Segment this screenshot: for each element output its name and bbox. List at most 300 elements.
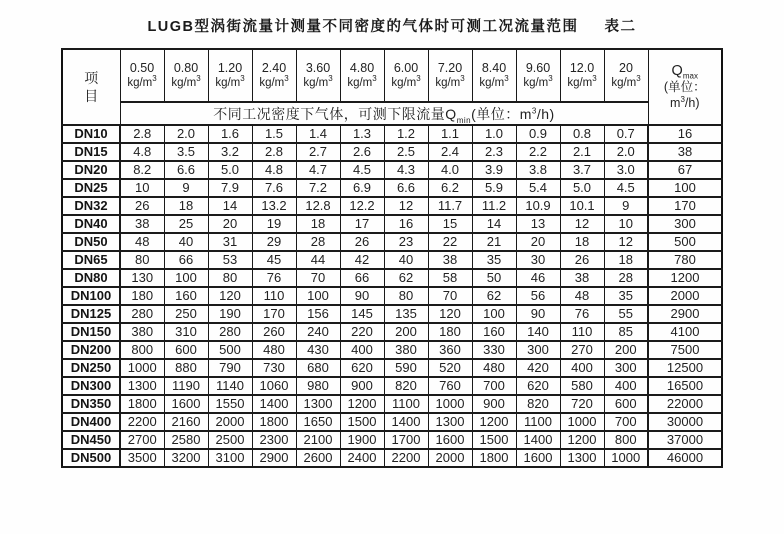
qmin-value-cell: 620	[516, 377, 560, 395]
qmin-value-cell: 1800	[120, 395, 164, 413]
qmin-value-cell: 7.9	[208, 179, 252, 197]
qmin-value-cell: 260	[252, 323, 296, 341]
table-row	[62, 449, 722, 467]
qmin-value-cell: 680	[296, 359, 340, 377]
qmin-value-cell: 1190	[164, 377, 208, 395]
qmin-value-cell: 2600	[296, 449, 340, 467]
qmin-value-cell: 520	[428, 359, 472, 377]
qmin-value-cell: 1.3	[340, 125, 384, 143]
density-value: 0.80	[173, 60, 199, 75]
qmin-value-cell: 38	[560, 269, 604, 287]
qmax-value-cell: 16	[648, 125, 722, 143]
qmin-value-cell: 25	[164, 215, 208, 233]
qmin-value-cell: 3100	[208, 449, 252, 467]
qmin-value-cell: 35	[472, 251, 516, 269]
qmin-value-cell: 100	[472, 305, 516, 323]
qmin-value-cell: 12.2	[340, 197, 384, 215]
density-header-cell	[340, 49, 384, 102]
density-unit: $kg/m^3$	[611, 73, 641, 89]
qmin-value-cell: 330	[472, 341, 516, 359]
qmin-value-cell: 190	[208, 305, 252, 323]
qmin-value-cell: 1.5	[252, 125, 296, 143]
qmin-value-cell: 38	[120, 215, 164, 233]
qmin-value-cell: 13.2	[252, 197, 296, 215]
qmin-value-cell: 2.0	[164, 125, 208, 143]
row-label: DN65	[62, 251, 120, 269]
qmin-value-cell: 2200	[384, 449, 428, 467]
qmin-value-cell: 140	[516, 323, 560, 341]
qmin-value-cell: 2.2	[516, 143, 560, 161]
qmin-value-cell: 2.6	[340, 143, 384, 161]
qmin-value-cell: 800	[120, 341, 164, 359]
qmin-value-cell: 22	[428, 233, 472, 251]
density-unit: $kg/m^3$	[435, 73, 465, 89]
qmin-value-cell: 980	[296, 377, 340, 395]
density-header-cell	[208, 49, 252, 102]
qmax-header-cell	[648, 49, 722, 125]
qmin-value-cell: 130	[120, 269, 164, 287]
row-label: DN350	[62, 395, 120, 413]
qmin-value-cell: 62	[384, 269, 428, 287]
row-label: DN300	[62, 377, 120, 395]
qmin-value-cell: 480	[472, 359, 516, 377]
qmin-value-cell: 1300	[428, 413, 472, 431]
table-row	[62, 269, 722, 287]
row-label: DN40	[62, 215, 120, 233]
density-value: 12.0	[569, 60, 595, 75]
table-row	[62, 377, 722, 395]
qmin-value-cell: 4.0	[428, 161, 472, 179]
qmin-value-cell: 3.0	[604, 161, 648, 179]
qmin-value-cell: 12	[604, 233, 648, 251]
qmin-value-cell: 40	[164, 233, 208, 251]
qmin-value-cell: 4.8	[120, 143, 164, 161]
qmin-value-cell: 28	[604, 269, 648, 287]
qmin-value-cell: 70	[296, 269, 340, 287]
qmin-value-cell: 270	[560, 341, 604, 359]
qmin-value-cell: 44	[296, 251, 340, 269]
qmin-value-cell: 1900	[340, 431, 384, 449]
qmin-value-cell: 80	[208, 269, 252, 287]
qmin-value-cell: 45	[252, 251, 296, 269]
qmin-value-cell: 2.3	[472, 143, 516, 161]
table-row	[62, 233, 722, 251]
qmin-value-cell: 2000	[428, 449, 472, 467]
qmin-value-cell: 2700	[120, 431, 164, 449]
qmin-value-cell: 19	[252, 215, 296, 233]
qmax-value-cell: 67	[648, 161, 722, 179]
qmax-value-cell: 22000	[648, 395, 722, 413]
qmin-value-cell: 310	[164, 323, 208, 341]
density-unit: $kg/m^3$	[567, 73, 597, 89]
table-header	[62, 49, 722, 125]
qmin-value-cell: 46	[516, 269, 560, 287]
qmin-value-cell: 590	[384, 359, 428, 377]
qmin-value-cell: 2300	[252, 431, 296, 449]
qmin-value-cell: 6.6	[164, 161, 208, 179]
qmin-value-cell: 76	[252, 269, 296, 287]
qmin-value-cell: 2580	[164, 431, 208, 449]
qmin-value-cell: 730	[252, 359, 296, 377]
qmin-value-cell: 40	[384, 251, 428, 269]
qmin-value-cell: 620	[340, 359, 384, 377]
qmin-value-cell: 20	[516, 233, 560, 251]
qmin-value-cell: 1.1	[428, 125, 472, 143]
qmax-value-cell: 12500	[648, 359, 722, 377]
qmin-value-cell: 790	[208, 359, 252, 377]
density-unit: $kg/m^3$	[347, 73, 377, 89]
qmin-value-cell: 380	[120, 323, 164, 341]
table-row	[62, 305, 722, 323]
density-header-cell	[472, 49, 516, 102]
qmin-value-cell: 400	[560, 359, 604, 377]
qmin-value-cell: 2.7	[296, 143, 340, 161]
density-unit: $kg/m^3$	[479, 73, 509, 89]
density-value: 8.40	[481, 60, 507, 75]
qmin-value-cell: 26	[340, 233, 384, 251]
qmin-value-cell: 170	[252, 305, 296, 323]
qmin-value-cell: 1.4	[296, 125, 340, 143]
row-label: DN500	[62, 449, 120, 467]
qmin-value-cell: 3200	[164, 449, 208, 467]
qmin-value-cell: 6.2	[428, 179, 472, 197]
qmin-value-cell: 200	[384, 323, 428, 341]
qmin-value-cell: 11.7	[428, 197, 472, 215]
qmin-value-cell: 180	[428, 323, 472, 341]
qmin-value-cell: 55	[604, 305, 648, 323]
qmin-value-cell: 56	[516, 287, 560, 305]
qmin-value-cell: 80	[120, 251, 164, 269]
qmin-value-cell: 35	[604, 287, 648, 305]
qmin-value-cell: 16	[384, 215, 428, 233]
qmin-value-cell: 280	[120, 305, 164, 323]
qmin-value-cell: 5.9	[472, 179, 516, 197]
qmin-value-cell: 400	[604, 377, 648, 395]
qmin-value-cell: 100	[164, 269, 208, 287]
density-unit: $kg/m^3$	[259, 73, 289, 89]
qmin-value-cell: 110	[560, 323, 604, 341]
qmin-value-cell: 20	[208, 215, 252, 233]
qmin-value-cell: 200	[604, 341, 648, 359]
qmin-value-cell: 4.7	[296, 161, 340, 179]
table-row	[62, 251, 722, 269]
density-value: 6.00	[393, 60, 419, 75]
density-value: 2.40	[261, 60, 287, 75]
qmin-value-cell: 12	[560, 215, 604, 233]
qmin-value-cell: 18	[164, 197, 208, 215]
table-row	[62, 197, 722, 215]
table-row	[62, 125, 722, 143]
qmin-value-cell: 8.2	[120, 161, 164, 179]
qmin-value-cell: 120	[208, 287, 252, 305]
density-header-cell	[164, 49, 208, 102]
row-label: DN50	[62, 233, 120, 251]
row-label: DN100	[62, 287, 120, 305]
qmin-value-cell: 380	[384, 341, 428, 359]
qmin-value-cell: 2.4	[428, 143, 472, 161]
qmin-value-cell: 760	[428, 377, 472, 395]
flow-range-table	[61, 48, 723, 468]
qmin-value-cell: 10	[120, 179, 164, 197]
qmin-value-cell: 160	[164, 287, 208, 305]
qmin-value-cell: 0.9	[516, 125, 560, 143]
qmin-value-cell: 1000	[428, 395, 472, 413]
qmin-value-cell: 100	[296, 287, 340, 305]
table-row	[62, 323, 722, 341]
qmin-value-cell: 1650	[296, 413, 340, 431]
qmin-value-cell: 1140	[208, 377, 252, 395]
qmin-value-cell: 1100	[384, 395, 428, 413]
density-header-cell	[560, 49, 604, 102]
density-value: 9.60	[525, 60, 551, 75]
qmin-value-cell: 480	[252, 341, 296, 359]
item-header-line1: 项	[84, 70, 99, 86]
qmin-value-cell: 23	[384, 233, 428, 251]
density-header-cell	[384, 49, 428, 102]
header-row-subheader	[62, 102, 722, 125]
qmin-value-cell: 10	[604, 215, 648, 233]
qmin-value-cell: 3.7	[560, 161, 604, 179]
qmin-value-cell: 11.2	[472, 197, 516, 215]
qmin-value-cell: 1060	[252, 377, 296, 395]
qmin-value-cell: 700	[472, 377, 516, 395]
qmax-value-cell: 2000	[648, 287, 722, 305]
table-row	[62, 431, 722, 449]
qmax-header-unit-line1: (单位：	[663, 80, 706, 94]
qmin-value-cell: 2.8	[120, 125, 164, 143]
qmin-value-cell: 3500	[120, 449, 164, 467]
table-row	[62, 161, 722, 179]
qmin-value-cell: 3.8	[516, 161, 560, 179]
qmin-value-cell: 900	[472, 395, 516, 413]
qmin-value-cell: 250	[164, 305, 208, 323]
header-row-densities	[62, 49, 722, 102]
qmin-value-cell: 66	[340, 269, 384, 287]
qmin-value-cell: 1400	[252, 395, 296, 413]
qmin-value-cell: 29	[252, 233, 296, 251]
qmax-value-cell: 7500	[648, 341, 722, 359]
qmin-value-cell: 12.8	[296, 197, 340, 215]
qmin-value-cell: 14	[472, 215, 516, 233]
qmax-value-cell: 300	[648, 215, 722, 233]
qmin-value-cell: 1600	[164, 395, 208, 413]
table-row	[62, 413, 722, 431]
qmin-value-cell: 2.5	[384, 143, 428, 161]
qmin-value-cell: 31	[208, 233, 252, 251]
qmin-value-cell: 3.5	[164, 143, 208, 161]
qmin-value-cell: 180	[120, 287, 164, 305]
qmin-value-cell: 900	[340, 377, 384, 395]
qmin-value-cell: 1400	[516, 431, 560, 449]
qmax-value-cell: 30000	[648, 413, 722, 431]
density-unit: $kg/m^3$	[127, 73, 157, 89]
qmin-value-cell: 2000	[208, 413, 252, 431]
qmin-value-cell: 14	[208, 197, 252, 215]
density-value: 7.20	[437, 60, 463, 75]
qmin-value-cell: 1.2	[384, 125, 428, 143]
qmin-value-cell: 400	[340, 341, 384, 359]
qmax-value-cell: 780	[648, 251, 722, 269]
qmin-value-cell: 110	[252, 287, 296, 305]
qmin-value-cell: 120	[428, 305, 472, 323]
row-label: DN150	[62, 323, 120, 341]
qmin-value-cell: 1000	[120, 359, 164, 377]
qmin-value-cell: 2100	[296, 431, 340, 449]
qmin-value-cell: 6.9	[340, 179, 384, 197]
qmin-value-cell: 1200	[560, 431, 604, 449]
qmax-value-cell: 100	[648, 179, 722, 197]
qmin-value-cell: 3.9	[472, 161, 516, 179]
qmin-value-cell: 9	[164, 179, 208, 197]
qmin-value-cell: 5.0	[208, 161, 252, 179]
table-row	[62, 215, 722, 233]
page-title-main: LUGB型涡街流量计测量不同密度的气体时可测工况流量范围	[147, 19, 579, 35]
qmin-value-cell: 500	[208, 341, 252, 359]
density-header-cell	[516, 49, 560, 102]
qmin-value-cell: 600	[604, 395, 648, 413]
qmin-value-cell: 1300	[296, 395, 340, 413]
item-header-line2: 目	[84, 88, 99, 104]
qmax-value-cell: 2900	[648, 305, 722, 323]
qmin-value-cell: 28	[296, 233, 340, 251]
qmin-value-cell: 2400	[340, 449, 384, 467]
qmax-header-unit-line2: $m^3/h$)	[670, 94, 700, 110]
qmin-value-cell: 90	[516, 305, 560, 323]
density-header-cell	[428, 49, 472, 102]
qmin-value-cell: 2160	[164, 413, 208, 431]
page-title-table-number: 表二	[604, 19, 637, 35]
qmin-value-cell: 580	[560, 377, 604, 395]
qmin-value-cell: 18	[560, 233, 604, 251]
qmax-value-cell: 38	[648, 143, 722, 161]
qmax-value-cell: 16500	[648, 377, 722, 395]
qmin-value-cell: 38	[428, 251, 472, 269]
item-header-cell	[62, 49, 120, 125]
table-row	[62, 143, 722, 161]
qmin-value-cell: 1600	[516, 449, 560, 467]
qmin-value-cell: 430	[296, 341, 340, 359]
qmin-value-cell: 220	[340, 323, 384, 341]
density-value: 1.20	[217, 60, 243, 75]
qmax-value-cell: 170	[648, 197, 722, 215]
qmin-value-cell: 135	[384, 305, 428, 323]
qmin-value-cell: 240	[296, 323, 340, 341]
qmin-value-cell: 48	[560, 287, 604, 305]
row-label: DN25	[62, 179, 120, 197]
qmin-value-cell: 4.8	[252, 161, 296, 179]
qmin-value-cell: 30	[516, 251, 560, 269]
qmin-value-cell: 1.0	[472, 125, 516, 143]
density-value: 4.80	[349, 60, 375, 75]
qmin-value-cell: 53	[208, 251, 252, 269]
table-body	[62, 125, 722, 467]
qmin-value-cell: 13	[516, 215, 560, 233]
qmin-value-cell: 4.3	[384, 161, 428, 179]
qmax-value-cell: 46000	[648, 449, 722, 467]
qmin-value-cell: 62	[472, 287, 516, 305]
table-row	[62, 341, 722, 359]
table-row	[62, 287, 722, 305]
qmax-value-cell: 37000	[648, 431, 722, 449]
qmin-value-cell: 0.7	[604, 125, 648, 143]
qmin-value-cell: 66	[164, 251, 208, 269]
qmin-value-cell: 160	[472, 323, 516, 341]
qmin-value-cell: 820	[384, 377, 428, 395]
qmin-value-cell: 2.8	[252, 143, 296, 161]
qmin-value-cell: 50	[472, 269, 516, 287]
qmin-value-cell: 800	[604, 431, 648, 449]
qmin-value-cell: 1300	[120, 377, 164, 395]
qmin-value-cell: 2500	[208, 431, 252, 449]
qmin-value-cell: 10.9	[516, 197, 560, 215]
qmin-value-cell: 1800	[252, 413, 296, 431]
qmin-value-cell: 145	[340, 305, 384, 323]
qmin-value-cell: 2200	[120, 413, 164, 431]
qmin-value-cell: 1000	[604, 449, 648, 467]
row-label: DN15	[62, 143, 120, 161]
qmin-value-cell: 420	[516, 359, 560, 377]
qmin-value-cell: 1600	[428, 431, 472, 449]
table-row	[62, 179, 722, 197]
row-label: DN32	[62, 197, 120, 215]
density-unit: $kg/m^3$	[523, 73, 553, 89]
qmin-value-cell: 1800	[472, 449, 516, 467]
density-value: 0.50	[129, 60, 155, 75]
row-label: DN400	[62, 413, 120, 431]
qmin-value-cell: 6.6	[384, 179, 428, 197]
qmin-value-cell: 1400	[384, 413, 428, 431]
qmax-value-cell: 500	[648, 233, 722, 251]
qmin-value-cell: 21	[472, 233, 516, 251]
qmin-value-cell: 5.0	[560, 179, 604, 197]
qmin-value-cell: 1100	[516, 413, 560, 431]
qmin-value-cell: 360	[428, 341, 472, 359]
qmin-value-cell: 10.1	[560, 197, 604, 215]
row-label: DN125	[62, 305, 120, 323]
qmin-value-cell: 1200	[340, 395, 384, 413]
qmin-value-cell: 3.2	[208, 143, 252, 161]
qmin-value-cell: 600	[164, 341, 208, 359]
qmin-value-cell: 2900	[252, 449, 296, 467]
row-label: DN250	[62, 359, 120, 377]
density-unit: $kg/m^3$	[303, 73, 333, 89]
qmin-value-cell: 2.0	[604, 143, 648, 161]
qmin-value-cell: 58	[428, 269, 472, 287]
density-header-cell	[252, 49, 296, 102]
qmin-value-cell: 26	[560, 251, 604, 269]
qmin-value-cell: 1200	[472, 413, 516, 431]
qmin-value-cell: 1700	[384, 431, 428, 449]
density-unit: $kg/m^3$	[391, 73, 421, 89]
qmin-value-cell: 48	[120, 233, 164, 251]
qmin-value-cell: 1.6	[208, 125, 252, 143]
qmin-subheader-text: 不同工况密度下气体，可测下限流量Q	[213, 105, 457, 122]
density-header-cell	[120, 49, 164, 102]
qmin-value-cell: 7.6	[252, 179, 296, 197]
qmin-value-cell: 820	[516, 395, 560, 413]
row-label: DN200	[62, 341, 120, 359]
qmin-value-cell: 1550	[208, 395, 252, 413]
qmin-value-cell: 880	[164, 359, 208, 377]
qmin-value-cell: 700	[604, 413, 648, 431]
qmin-value-cell: 12	[384, 197, 428, 215]
qmin-value-cell: 0.8	[560, 125, 604, 143]
qmin-value-cell: 9	[604, 197, 648, 215]
row-label: DN20	[62, 161, 120, 179]
density-unit: $kg/m^3$	[215, 73, 245, 89]
qmin-value-cell: 156	[296, 305, 340, 323]
density-value: 3.60	[305, 60, 331, 75]
